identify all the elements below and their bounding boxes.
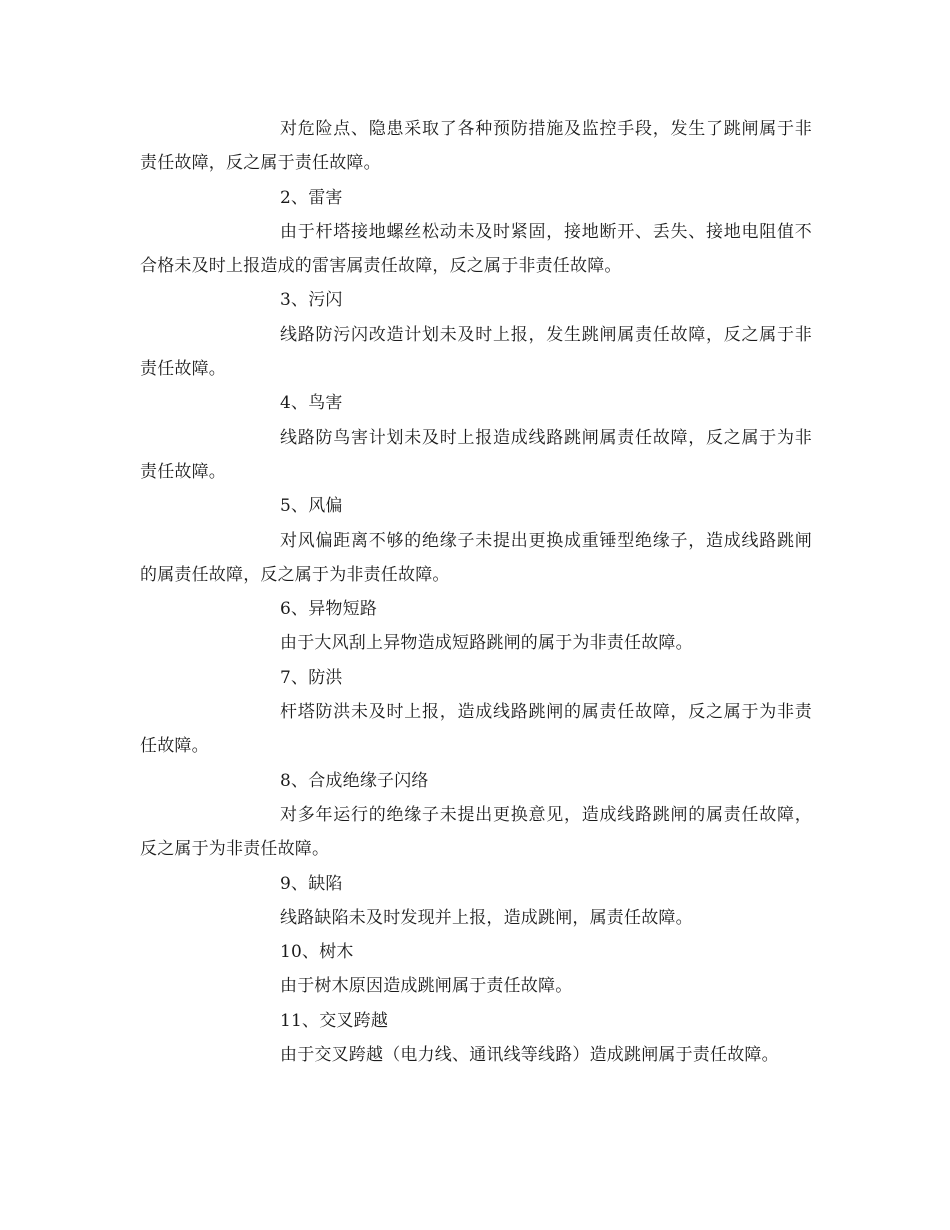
paragraph: 对多年运行的绝缘子未提出更换意见，造成线路跳闸的属责任故障，反之属于为非责任故障。	[140, 804, 812, 860]
section-heading: 5、风偏	[280, 496, 343, 517]
section-heading: 2、雷害	[280, 187, 343, 208]
section-heading: 4、鸟害	[280, 393, 343, 414]
paragraph: 杆塔防洪未及时上报，造成线路跳闸的属责任故障，反之属于为非责任故障。	[140, 702, 812, 757]
section-heading: 11、交叉跨越	[280, 1010, 389, 1031]
paragraph: 线路防鸟害计划未及时上报造成线路跳闸属责任故障，反之属于为非责任故障。	[140, 427, 812, 482]
section-heading: 6、异物短路	[280, 599, 378, 620]
paragraph: 由于树木原因造成跳闸属于责任故障。	[280, 976, 573, 997]
paragraph: 线路防污闪改造计划未及时上报，发生跳闸属责任故障，反之属于非责任故障。	[140, 324, 812, 380]
paragraph: 对风偏距离不够的绝缘子未提出更换成重锤型绝缘子，造成线路跳闸的属责任故障，反之属于为非责任故障。	[140, 530, 812, 585]
section-heading: 7、防洪	[280, 667, 343, 688]
section-heading: 10、树木	[280, 942, 354, 963]
paragraph: 由于杆塔接地螺丝松动未及时紧固，接地断开、丢失、接地电阻值不合格未及时上报造成的雷害属责任故障，反之属于非责任故障。	[140, 221, 812, 277]
section-heading: 9、缺陷	[280, 873, 343, 894]
paragraph: 线路缺陷未及时发现并上报，造成跳闸，属责任故障。	[280, 907, 693, 928]
section-heading: 3、污闪	[280, 290, 343, 311]
document-body	[140, 112, 812, 1072]
paragraph: 由于大风刮上异物造成短路跳闸的属于为非责任故障。	[280, 633, 693, 654]
section-heading: 8、合成绝缘子闪络	[280, 770, 429, 791]
paragraph: 由于交叉跨越（电力线、通讯线等线路）造成跳闸属于责任故障。	[280, 1045, 779, 1066]
paragraph: 对危险点、隐患采取了各种预防措施及监控手段，发生了跳闸属于非责任故障，反之属于责任故障。	[140, 119, 812, 174]
